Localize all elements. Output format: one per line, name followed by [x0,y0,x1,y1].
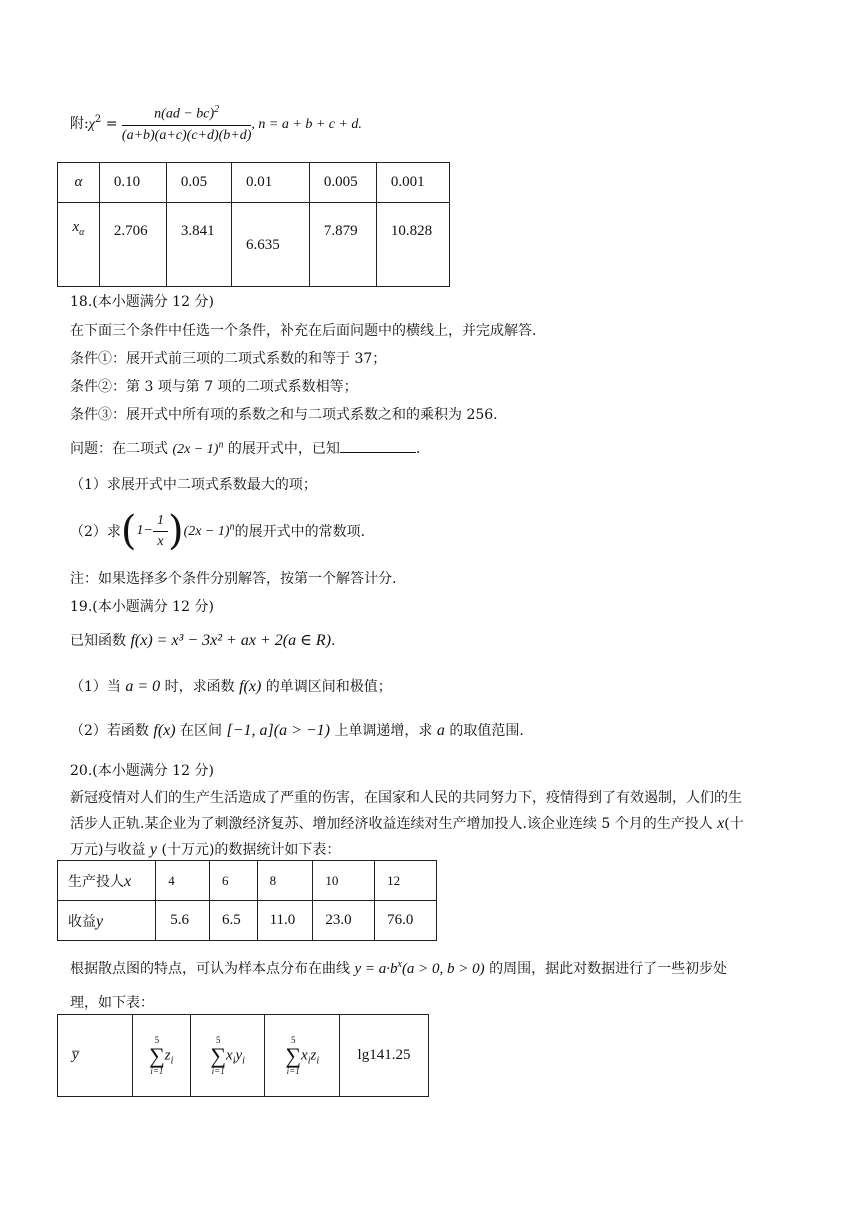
formula-prefix: 附: [70,115,89,132]
formula-numerator: n(ad − bc)$^2$ [122,104,252,126]
statistics-table [57,1014,429,1097]
critical-value-cell: 10.828 [376,203,449,287]
alpha-header: α [58,163,100,203]
formula-suffix: , n = a + b + c + d. [251,116,362,132]
lg-header: lg141.25 [340,1015,429,1097]
q18-binomial: $(2x - 1)^n$ [172,439,224,457]
critical-value-cell: 7.879 [309,203,376,287]
q19-sub-2: （2）若函数 f(x) 在区间 [−1, a](a > −1) 上单调递增，求 a 的取值范围. [70,722,524,739]
chi-critical-table [57,162,450,287]
y-value-cell: 5.6 [156,901,210,941]
q18-problem: 问题：在二项式 $(2x - 1)^n$ 的展开式中，已知 . [70,439,421,457]
q18-sub-1: （1）求展开式中二项式系数最大的项； [70,477,317,493]
sum-xz-header: 5 ∑ i=1 $x_iz_i$ [265,1015,340,1097]
chi-square-formula: 附$:\chi^2$ = $\frac{n(ad - bc)^2}{(a+b)(a+c)(c+d)(b+d)}$ , n = a + b + c + d. [70,104,362,143]
formula-chi: χ [88,116,95,132]
y-value-cell: 6.5 [209,901,257,941]
y-value-cell: 11.0 [257,901,313,941]
q20-para-5: 理，如下表： [70,995,154,1011]
formula-denominator: (a+b)(a+c)(c+d)(b+d) [121,127,252,143]
production-table [57,860,437,941]
q19-function-expr: f(x) = x³ − 3x² + ax + 2(a ∈ R) [130,632,332,649]
alpha-cell: 0.005 [309,163,376,203]
q19-sub-1: （1）当 a = 0 时，求函数 f(x) 的单调区间和极值； [70,678,392,695]
formula-fraction [122,104,252,144]
q18-intro: 在下面三个条件中任选一个条件，补充在后面问题中的横线上，并完成解答. [70,323,537,339]
alpha-cell: 0.10 [99,163,166,203]
q19-function: 已知函数 f(x) = x³ − 3x² + ax + 2(a ∈ R). [70,632,336,649]
y-value-cell: 23.0 [313,901,375,941]
y-mean-header: y̅ [58,1015,133,1097]
alpha-cell: 0.01 [232,163,310,203]
one-over-x-fraction: $\frac{1}{x}$ [153,513,168,550]
critical-value-cell: 2.706 [99,203,166,287]
q20-para-2: 活步人正轨.某企业为了刺激经济复苏、增加经济收益连续对生产增加投人.该企业连续 5 个月的生产投人 x(十 [70,815,744,832]
q20-para-4: 根据散点图的特点，可认为样本点分布在曲线 $y = a\cdot b^x(a > 0$, b > 0) 的周围，据此对数据进行了一些初步处 [70,959,728,977]
x-value-cell: 10 [313,861,375,901]
y-value-cell: 76.0 [375,901,437,941]
x-alpha-header: $x_\alpha$ [58,203,100,287]
q20-para-1: 新冠疫情对人们的生产生活造成了严重的伤害，在国家和人民的共同努力下，疫情得到了有效遏制，人们的生 [70,790,742,806]
critical-value-cell: 6.635 [232,203,310,287]
q18-condition-2: 条件②：第 3 项与第 7 项的二项式系数相等； [70,379,358,395]
q18-answer-blank [340,440,416,453]
q19-heading: 19.(本小题满分 12 分) [70,599,214,615]
q18-condition-1: 条件①：展开式前三项的二项式系数的和等于 37； [70,351,387,367]
alpha-cell: 0.001 [376,163,449,203]
q20-heading: 20.(本小题满分 12 分) [70,763,214,779]
q18-note: 注：如果选择多个条件分别解答，按第一个解答计分. [70,571,397,587]
x-value-cell: 12 [375,861,437,901]
sum-z-header: 5 ∑ i=1 $z_i$ [132,1015,190,1097]
critical-value-cell: 3.841 [166,203,231,287]
q18-heading: 18.(本小题满分 12 分) [70,294,214,310]
q18-condition-3: 条件③：展开式中所有项的系数之和与二项式系数之和的乘积为 256. [70,407,498,423]
sum-xy-header: 5 ∑ i=1 $x_iy_i$ [190,1015,265,1097]
x-row-header: 生产投人x [58,861,156,901]
q18-sub-2: （2）求(1− $\frac{1}{x}$ )$(2x - 1)^n$的展开式中的常数项. [70,508,366,554]
x-value-cell: 8 [257,861,313,901]
q20-para-3: 万元)与收益 y (十万元)的数据统计如下表： [70,841,341,858]
x-value-cell: 6 [209,861,257,901]
y-row-header: 收益y [58,901,156,941]
x-value-cell: 4 [156,861,210,901]
alpha-cell: 0.05 [166,163,231,203]
